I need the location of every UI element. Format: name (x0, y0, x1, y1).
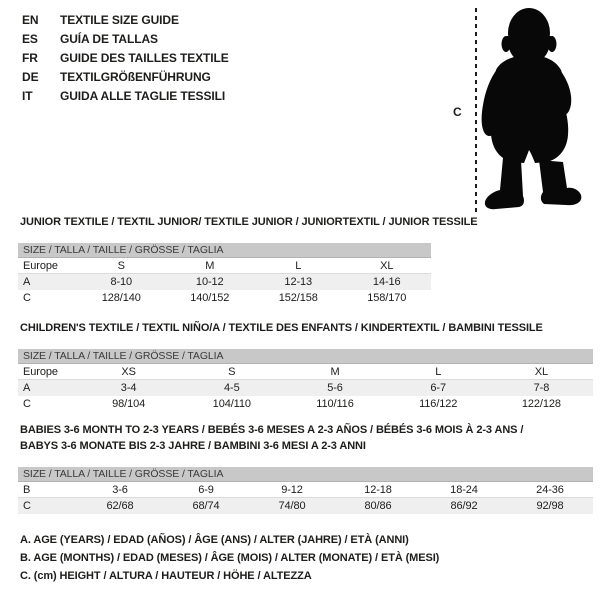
row-label: A (23, 382, 31, 394)
language-row (22, 49, 229, 68)
table-cell: 24-36 (536, 484, 564, 496)
table-title-line: CHILDREN'S TEXTILE / TEXTIL NIÑO/A / TEXTILE DES ENFANTS / KINDERTEXTIL / BAMBINI TESSILE (20, 322, 543, 334)
table-cell: M (330, 366, 340, 378)
table-cell: 12-18 (364, 484, 392, 496)
table-cell: 62/68 (106, 500, 134, 512)
table-cell: 14-16 (372, 276, 401, 288)
row-label: B (23, 484, 31, 496)
table-cell: 12-13 (284, 276, 313, 288)
table-cell: 68/74 (192, 500, 220, 512)
language-row (22, 30, 229, 49)
toddler-silhouette (482, 8, 582, 209)
footnote-line: C. (cm) HEIGHT / ALTURA / HAUTEUR / HÖHE / ALTEZZA (20, 570, 312, 582)
table-cell: 9-12 (281, 484, 303, 496)
table-cell: 122/128 (521, 398, 561, 410)
table-cell: 92/98 (536, 500, 564, 512)
table-title-line: JUNIOR TEXTILE / TEXTIL JUNIOR/ TEXTILE JUNIOR / JUNIORTEXTIL / JUNIOR TESSILE (20, 216, 478, 228)
table-cell: 74/80 (278, 500, 306, 512)
table-cell: 3-6 (112, 484, 128, 496)
table-cell: 6-9 (198, 484, 214, 496)
table-row (18, 396, 593, 412)
table-cell: 7-8 (533, 382, 550, 394)
row-label: Europe (23, 366, 58, 378)
table-cell: 116/122 (419, 398, 458, 410)
table-body (18, 482, 593, 514)
footnote-line: B. AGE (MONTHS) / EDAD (MESES) / ÂGE (MOIS) / ALTER (MONATE) / ETÀ (MESI) (20, 552, 440, 564)
table-title-line: BABYS 3-6 MONATE BIS 2-3 JAHRE / BAMBINI 3-6 MESI A 2-3 ANNI (20, 440, 366, 452)
table-cell: 98/104 (112, 398, 146, 410)
footnotes (20, 531, 439, 585)
table-size-header: SIZE / TALLA / TAILLE / GRÖSSE / TAGLIA (18, 243, 431, 258)
language-title: GUIDA ALLE TAGLIE TESSILI (60, 89, 226, 103)
language-code: EN (22, 13, 39, 27)
table-cell: XS (121, 366, 136, 378)
table-cell: 140/152 (190, 292, 230, 304)
row-label: A (23, 276, 31, 288)
table-cell: 110/116 (316, 398, 354, 410)
table-cell: 3-4 (120, 382, 137, 394)
row-label: C (23, 398, 31, 410)
language-code: IT (22, 89, 33, 103)
table-section-junior (18, 214, 478, 306)
baby-silhouette-graphic (450, 0, 600, 220)
table-cell: L (435, 366, 442, 378)
table-cell: L (295, 260, 302, 272)
row-label: Europe (23, 260, 58, 272)
language-title: TEXTILE SIZE GUIDE (60, 13, 179, 27)
table-size-header: SIZE / TALLA / TAILLE / GRÖSSE / TAGLIA (18, 349, 593, 364)
row-label: C (23, 500, 31, 512)
table-row (18, 258, 431, 274)
table-cell: XL (534, 366, 549, 378)
table-cell: 6-7 (430, 382, 447, 394)
table-cell: S (117, 260, 125, 272)
table-cell: 5-6 (327, 382, 343, 394)
language-title: GUIDE DES TAILLES TEXTILE (60, 51, 229, 65)
language-code: ES (22, 32, 38, 46)
footnote-line: A. AGE (YEARS) / EDAD (AÑOS) / ÂGE (ANS) / ALTER (JAHRE) / ETÀ (ANNI) (20, 534, 409, 546)
table-title (18, 422, 593, 454)
language-title: TEXTILGRÖßENFÜHRUNG (60, 70, 211, 84)
table-cell: S (228, 366, 236, 378)
height-label-c: C (453, 105, 462, 119)
language-row (22, 68, 229, 87)
table-body (18, 258, 431, 306)
table-cell: 8-10 (110, 276, 133, 288)
table-row (18, 380, 593, 396)
table-cell: 4-5 (224, 382, 240, 394)
row-label: C (23, 292, 31, 304)
language-row (22, 87, 229, 106)
table-cell: 86/92 (450, 500, 478, 512)
table-body (18, 364, 593, 412)
table-title-line: BABIES 3-6 MONTH TO 2-3 YEARS / BEBÉS 3-6 MESES A 2-3 AÑOS / BÉBÉS 3-6 MOIS À 2-3 ANS / (20, 424, 524, 436)
table-cell: 80/86 (364, 500, 392, 512)
table-cell: 128/140 (101, 292, 141, 304)
table-row (18, 274, 431, 290)
table-size-header: SIZE / TALLA / TAILLE / GRÖSSE / TAGLIA (18, 467, 593, 482)
table-row (18, 482, 593, 498)
table-section-children (18, 320, 593, 412)
height-figure (450, 0, 600, 220)
table-row (18, 498, 593, 514)
table-section-babies (18, 422, 593, 514)
table-title (18, 320, 593, 336)
table-cell: 152/158 (278, 292, 318, 304)
table-cell: XL (380, 260, 394, 272)
table-cell: M (205, 260, 215, 272)
table-cell: 10-12 (195, 276, 224, 288)
table-cell: 158/170 (367, 292, 407, 304)
language-guide-list (22, 11, 229, 106)
table-row (18, 290, 431, 306)
table-cell: 18-24 (450, 484, 478, 496)
language-row (22, 11, 229, 30)
table-title (18, 214, 478, 230)
language-code: FR (22, 51, 38, 65)
language-title: GUÍA DE TALLAS (60, 32, 158, 46)
table-cell: 104/110 (212, 398, 251, 410)
language-code: DE (22, 70, 39, 84)
table-row (18, 364, 593, 380)
